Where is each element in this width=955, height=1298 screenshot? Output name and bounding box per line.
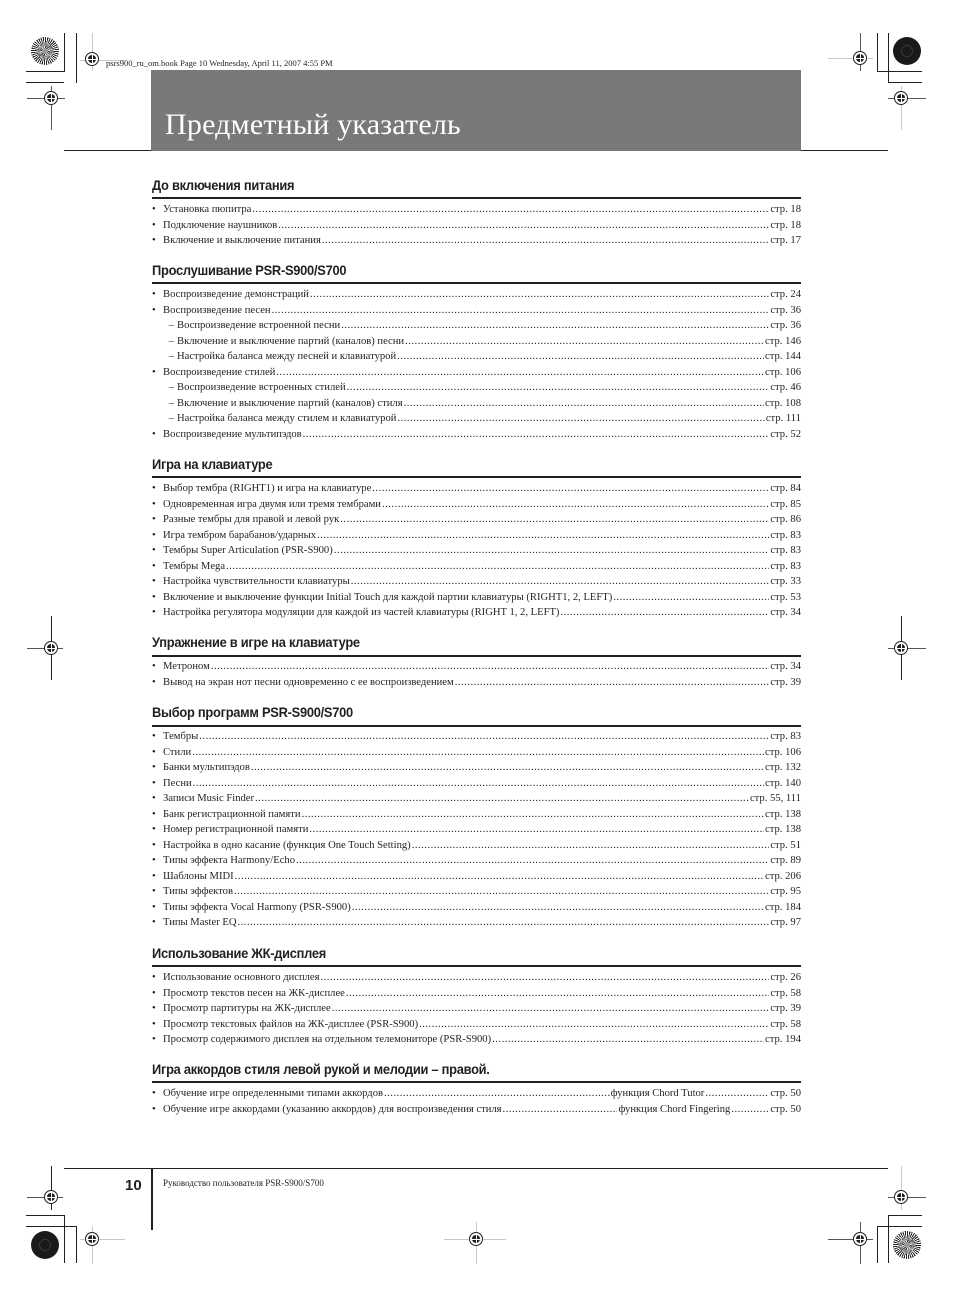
page-reference: стр. 89 bbox=[770, 855, 801, 866]
dot-leader bbox=[347, 382, 770, 393]
entry-label: Настройка регулятора модуляции для каждой из частей клавиатуры (RIGHT 1, 2, LEFT) bbox=[163, 607, 560, 618]
index-entry bbox=[152, 902, 801, 917]
section-heading: Прослушивание PSR-S900/S700 bbox=[152, 262, 347, 278]
entry-label: Обучение игре аккордами (указанию аккордов) для воспроизведения стиля bbox=[163, 1103, 502, 1115]
book-info-slug: psrs900_ru_om.book Page 10 Wednesday, April 11, 2007 4:55 PM bbox=[106, 58, 333, 68]
index-entry bbox=[152, 747, 801, 762]
dot-leader bbox=[211, 661, 770, 672]
section-rule bbox=[152, 655, 801, 657]
dot-leader bbox=[321, 972, 770, 983]
dot-leader bbox=[397, 351, 764, 362]
dash-marker: – bbox=[168, 335, 174, 347]
dot-leader bbox=[310, 289, 769, 300]
page-reference: стр. 58 bbox=[770, 987, 801, 999]
section-rule bbox=[152, 965, 801, 967]
entry-label: Банки мультипэдов bbox=[163, 762, 250, 773]
index-entry bbox=[152, 809, 801, 824]
entry-label: Типы эффекта Harmony/Echo bbox=[163, 855, 296, 866]
bullet-marker: • bbox=[152, 972, 156, 983]
dot-leader bbox=[251, 762, 764, 773]
section-heading: Упражнение в игре на клавиатуре bbox=[152, 634, 360, 650]
index-entry bbox=[152, 367, 801, 382]
dot-leader bbox=[255, 793, 749, 804]
entry-label: Тембры Mega bbox=[163, 560, 226, 572]
index-entry bbox=[152, 289, 801, 304]
page-reference: стр. 24 bbox=[770, 289, 801, 300]
registration-mark-icon bbox=[85, 52, 99, 66]
entry-label: Просмотр текстов песен на ЖК-дисплее bbox=[163, 987, 345, 999]
bullet-marker: • bbox=[152, 545, 156, 556]
page-reference: стр. 34 bbox=[770, 661, 801, 672]
index-entry bbox=[152, 824, 801, 839]
index-entry bbox=[152, 840, 801, 855]
index-entry bbox=[152, 1088, 801, 1103]
registration-mark-icon bbox=[469, 1232, 483, 1246]
bullet-marker: • bbox=[152, 917, 156, 928]
section-heading: Игра на клавиатуре bbox=[152, 456, 273, 472]
page-reference: стр. 53 bbox=[770, 591, 801, 603]
section-rule bbox=[152, 725, 801, 727]
dot-leader bbox=[341, 320, 769, 331]
index-entry bbox=[152, 762, 801, 777]
bullet-marker: • bbox=[152, 808, 156, 820]
dot-leader bbox=[346, 988, 770, 999]
bullet-marker: • bbox=[152, 676, 156, 688]
entry-label: Просмотр содержимого дисплея на отдельном телемониторе (PSR-S900) bbox=[163, 1034, 492, 1045]
entry-label: Воспроизведение песен bbox=[163, 304, 271, 316]
bullet-marker: • bbox=[152, 855, 156, 866]
dot-leader bbox=[272, 305, 770, 316]
bullet-marker: • bbox=[152, 661, 156, 672]
dot-leader bbox=[352, 902, 764, 913]
page-reference: стр. 85 bbox=[770, 498, 801, 510]
bullet-marker: • bbox=[152, 529, 156, 541]
page-reference: стр. 146 bbox=[765, 335, 801, 347]
page-reference: стр. 26 bbox=[770, 972, 801, 983]
bullet-marker: • bbox=[152, 591, 156, 603]
title-band bbox=[151, 70, 801, 151]
bullet-marker: • bbox=[152, 793, 156, 804]
entry-label: Банк регистрационной памяти bbox=[163, 808, 301, 820]
registration-mark-icon bbox=[853, 1232, 867, 1246]
bullet-marker: • bbox=[152, 824, 156, 835]
bullet-marker: • bbox=[152, 1003, 156, 1014]
page-reference: стр. 138 bbox=[765, 808, 801, 820]
page-reference: стр. 39 bbox=[770, 676, 801, 688]
entry-label: Настройка чувствительности клавиатуры bbox=[163, 576, 350, 587]
dash-marker: – bbox=[168, 397, 174, 409]
page-reference: стр. 184 bbox=[765, 901, 801, 913]
entry-label: Типы эффекта Vocal Harmony (PSR-S900) bbox=[163, 901, 351, 913]
section-heading: Игра аккордов стиля левой рукой и мелодии – правой. bbox=[152, 1061, 490, 1077]
index-entry bbox=[152, 972, 801, 987]
manual-title: Руководство пользователя PSR-S900/S700 bbox=[163, 1178, 324, 1188]
index-entry bbox=[152, 1104, 801, 1119]
color-target-icon bbox=[31, 1231, 59, 1259]
page-reference: стр. 17 bbox=[770, 235, 801, 246]
registration-mark-icon bbox=[44, 91, 58, 105]
page-reference: стр. 51 bbox=[770, 839, 801, 851]
entry-label: Просмотр партитуры на ЖК-дисплее bbox=[163, 1003, 331, 1014]
page-reference: стр. 97 bbox=[770, 917, 801, 928]
index-entry bbox=[152, 483, 801, 498]
index-entry bbox=[152, 855, 801, 870]
section-rule bbox=[152, 282, 801, 284]
dot-leader bbox=[276, 367, 764, 378]
bullet-marker: • bbox=[152, 607, 156, 618]
page-reference: стр. 111 bbox=[765, 413, 801, 424]
dot-leader bbox=[226, 561, 769, 572]
section-heading: До включения питания bbox=[152, 177, 295, 193]
dot-leader bbox=[492, 1034, 764, 1045]
bullet-marker: • bbox=[152, 514, 156, 525]
registration-mark-icon bbox=[853, 51, 867, 65]
bullet-marker: • bbox=[152, 901, 156, 913]
bullet-marker: • bbox=[152, 366, 156, 378]
index-entry bbox=[152, 886, 801, 901]
bullet-marker: • bbox=[152, 204, 156, 215]
page-reference: стр. 33 bbox=[770, 576, 801, 587]
index-entry bbox=[152, 1003, 801, 1018]
page-reference: стр. 83 bbox=[770, 731, 801, 742]
section-rule bbox=[152, 1081, 801, 1083]
index-entry bbox=[152, 235, 801, 250]
entry-label: Использование основного дисплея bbox=[163, 972, 320, 983]
page-reference: стр. 144 bbox=[765, 351, 801, 362]
entry-label: Шаблоны MIDI bbox=[163, 870, 234, 882]
page-title: Предметный указатель bbox=[165, 108, 461, 141]
page-reference: стр. 132 bbox=[765, 762, 801, 773]
dot-leader bbox=[340, 514, 769, 525]
dot-leader bbox=[382, 499, 769, 510]
color-target-icon bbox=[31, 37, 59, 65]
index-entry bbox=[152, 336, 801, 351]
bullet-marker: • bbox=[152, 1034, 156, 1045]
index-entry bbox=[152, 204, 801, 219]
index-entry bbox=[152, 351, 801, 366]
registration-mark-icon bbox=[44, 1190, 58, 1204]
dot-leader bbox=[235, 871, 764, 882]
bullet-marker: • bbox=[152, 1088, 156, 1099]
dot-leader bbox=[252, 204, 769, 215]
entry-label: Выбор тембра (RIGHT1) и игра на клавиатуре bbox=[163, 483, 372, 494]
dot-leader bbox=[302, 809, 764, 820]
dot-leader bbox=[192, 747, 764, 758]
dash-marker: – bbox=[168, 413, 174, 424]
dot-leader bbox=[238, 917, 770, 928]
page-reference: стр. 55, 111 bbox=[749, 793, 801, 804]
entry-label: Тембры Super Articulation (PSR-S900) bbox=[163, 545, 333, 556]
page-reference: стр. 106 bbox=[765, 366, 801, 378]
registration-mark-icon bbox=[894, 91, 908, 105]
entry-label: Настройка в одно касание (функция One Touch Setting) bbox=[163, 839, 411, 851]
dot-leader bbox=[199, 731, 769, 742]
bullet-marker: • bbox=[152, 1103, 156, 1115]
dot-leader bbox=[404, 398, 764, 409]
entry-label: Воспроизведение мультипэдов bbox=[163, 428, 302, 440]
index-entry bbox=[152, 545, 801, 560]
registration-mark-icon bbox=[85, 1232, 99, 1246]
section-heading: Использование ЖК-дисплея bbox=[152, 945, 327, 961]
page-reference: стр. 34 bbox=[770, 607, 801, 618]
registration-mark-icon bbox=[44, 641, 58, 655]
page-reference: стр. 95 bbox=[770, 886, 801, 897]
index-entry bbox=[152, 499, 801, 514]
entry-label: Разные тембры для правой и левой рук bbox=[163, 514, 340, 525]
dot-leader bbox=[193, 778, 764, 789]
bullet-marker: • bbox=[152, 1018, 156, 1030]
entry-function: функция Chord Tutor bbox=[610, 1088, 705, 1099]
bullet-marker: • bbox=[152, 777, 156, 789]
page-reference: стр. 138 bbox=[765, 824, 801, 835]
bullet-marker: • bbox=[152, 987, 156, 999]
page-reference: стр. 194 bbox=[765, 1034, 801, 1045]
page-reference: стр. 46 bbox=[770, 382, 801, 393]
bullet-marker: • bbox=[152, 483, 156, 494]
entry-label: Песни bbox=[163, 777, 192, 789]
page-reference: стр. 50 bbox=[770, 1088, 801, 1099]
entry-label: Записи Music Finder bbox=[163, 793, 255, 804]
bullet-marker: • bbox=[152, 839, 156, 851]
bullet-marker: • bbox=[152, 498, 156, 510]
entry-label: Метроном bbox=[163, 661, 210, 672]
dot-leader bbox=[317, 530, 769, 541]
color-target-icon bbox=[893, 1231, 921, 1259]
dot-leader bbox=[384, 1088, 610, 1099]
page-reference: стр. 36 bbox=[770, 304, 801, 316]
bullet-marker: • bbox=[152, 428, 156, 440]
index-entry bbox=[152, 1034, 801, 1049]
dot-leader bbox=[560, 607, 769, 618]
section-rule bbox=[152, 476, 801, 478]
page-reference: стр. 106 bbox=[765, 746, 801, 758]
dot-leader bbox=[296, 855, 769, 866]
index-entry bbox=[152, 871, 801, 886]
bullet-marker: • bbox=[152, 870, 156, 882]
dot-leader bbox=[309, 824, 764, 835]
entry-label: Стили bbox=[163, 746, 192, 758]
dot-leader bbox=[303, 429, 770, 440]
bullet-marker: • bbox=[152, 219, 156, 231]
page-reference: стр. 206 bbox=[765, 870, 801, 882]
dot-leader bbox=[455, 677, 770, 688]
section-heading: Выбор программ PSR-S900/S700 bbox=[152, 704, 353, 720]
dot-leader bbox=[412, 840, 770, 851]
index-entry bbox=[152, 592, 801, 607]
entry-label: Воспроизведение стилей bbox=[163, 366, 276, 378]
index-entry bbox=[152, 917, 801, 932]
index-entry bbox=[152, 793, 801, 808]
bullet-marker: • bbox=[152, 762, 156, 773]
index-entry bbox=[152, 305, 801, 320]
entry-label: Включение и выключение партий (каналов) стиля bbox=[177, 397, 403, 409]
index-entry bbox=[152, 530, 801, 545]
page-reference: стр. 84 bbox=[770, 483, 801, 494]
bullet-marker: • bbox=[152, 886, 156, 897]
dot-leader bbox=[705, 1088, 769, 1099]
registration-mark-icon bbox=[894, 641, 908, 655]
entry-label: Воспроизведение встроенных стилей bbox=[177, 382, 346, 393]
bullet-marker: • bbox=[152, 731, 156, 742]
dot-leader bbox=[613, 592, 769, 603]
entry-label: Подключение наушников bbox=[163, 219, 278, 231]
dot-leader bbox=[372, 483, 769, 494]
dot-leader bbox=[405, 336, 764, 347]
page-number: 10 bbox=[125, 1177, 142, 1194]
entry-label: Игра тембром барабанов/ударных bbox=[163, 529, 317, 541]
index-entry bbox=[152, 1019, 801, 1034]
dot-leader bbox=[332, 1003, 770, 1014]
bullet-marker: • bbox=[152, 746, 156, 758]
index-entry bbox=[152, 429, 801, 444]
index-entry bbox=[152, 220, 801, 235]
dash-marker: – bbox=[168, 351, 174, 362]
index-entry bbox=[152, 677, 801, 692]
dot-leader bbox=[351, 576, 770, 587]
entry-label: Тембры bbox=[163, 731, 199, 742]
dot-leader bbox=[278, 220, 769, 231]
index-entry bbox=[152, 661, 801, 676]
page-reference: стр. 83 bbox=[770, 545, 801, 556]
page-reference: стр. 18 bbox=[770, 204, 801, 215]
entry-label: Включение и выключение питания bbox=[163, 235, 321, 246]
entry-label: Настройка баланса между стилем и клавиатурой bbox=[177, 413, 397, 424]
dash-marker: – bbox=[168, 382, 174, 393]
page-reference: стр. 108 bbox=[765, 397, 801, 409]
index-entry bbox=[152, 382, 801, 397]
bullet-marker: • bbox=[152, 289, 156, 300]
page-reference: стр. 140 bbox=[765, 777, 801, 789]
entry-label: Включение и выключение партий (каналов) песни bbox=[177, 335, 405, 347]
page-reference: стр. 86 bbox=[770, 514, 801, 525]
dot-leader bbox=[234, 886, 769, 897]
index-entry bbox=[152, 514, 801, 529]
page-reference: стр. 50 bbox=[770, 1103, 801, 1115]
page-reference: стр. 39 bbox=[770, 1003, 801, 1014]
page-reference: стр. 36 bbox=[770, 320, 801, 331]
dot-leader bbox=[322, 235, 770, 246]
bullet-marker: • bbox=[152, 560, 156, 572]
page-reference: стр. 18 bbox=[770, 219, 801, 231]
index-entry bbox=[152, 561, 801, 576]
entry-label: Номер регистрационной памяти bbox=[163, 824, 309, 835]
index-entry bbox=[152, 988, 801, 1003]
entry-label: Воспроизведение демонстраций bbox=[163, 289, 309, 300]
page-reference: стр. 58 bbox=[770, 1018, 801, 1030]
entry-function: функция Chord Fingering bbox=[618, 1103, 731, 1115]
footer-rule bbox=[64, 1168, 888, 1169]
index-entry bbox=[152, 778, 801, 793]
index-entry bbox=[152, 576, 801, 591]
entry-label: Обучение игре определенными типами аккордов bbox=[163, 1088, 383, 1099]
section-rule bbox=[152, 197, 801, 199]
index-entry bbox=[152, 320, 801, 335]
dash-marker: – bbox=[168, 320, 174, 331]
bullet-marker: • bbox=[152, 235, 156, 246]
entry-label: Типы эффектов bbox=[163, 886, 233, 897]
bullet-marker: • bbox=[152, 576, 156, 587]
index-entry bbox=[152, 413, 801, 428]
entry-label: Настройка баланса между песней и клавиатурой bbox=[177, 351, 397, 362]
dot-leader bbox=[334, 545, 770, 556]
page-reference: стр. 52 bbox=[770, 428, 801, 440]
entry-label: Вывод на экран нот песни одновременно с ее воспроизведением bbox=[163, 676, 454, 688]
dot-leader bbox=[397, 413, 764, 424]
entry-label: Типы Master EQ bbox=[163, 917, 237, 928]
dot-leader bbox=[731, 1104, 769, 1115]
dot-leader bbox=[503, 1104, 618, 1115]
entry-label: Установка пюпитра bbox=[163, 204, 252, 215]
registration-mark-icon bbox=[894, 1190, 908, 1204]
index-entry bbox=[152, 731, 801, 746]
entry-label: Воспроизведение встроенной песни bbox=[177, 320, 341, 331]
index-entry bbox=[152, 398, 801, 413]
color-target-icon bbox=[893, 37, 921, 65]
footer-divider bbox=[151, 1168, 153, 1230]
dot-leader bbox=[419, 1019, 769, 1030]
index-entry bbox=[152, 607, 801, 622]
entry-label: Включение и выключение функции Initial Touch для каждой партии клавиатуры (RIGHT1, 2, LEFT) bbox=[163, 591, 613, 603]
entry-label: Одновременная игра двумя или тремя тембрами bbox=[163, 498, 381, 510]
bullet-marker: • bbox=[152, 304, 156, 316]
page-reference: стр. 83 bbox=[770, 560, 801, 572]
entry-label: Просмотр текстовых файлов на ЖК-дисплее (PSR-S900) bbox=[163, 1018, 419, 1030]
page-reference: стр. 83 bbox=[770, 529, 801, 541]
